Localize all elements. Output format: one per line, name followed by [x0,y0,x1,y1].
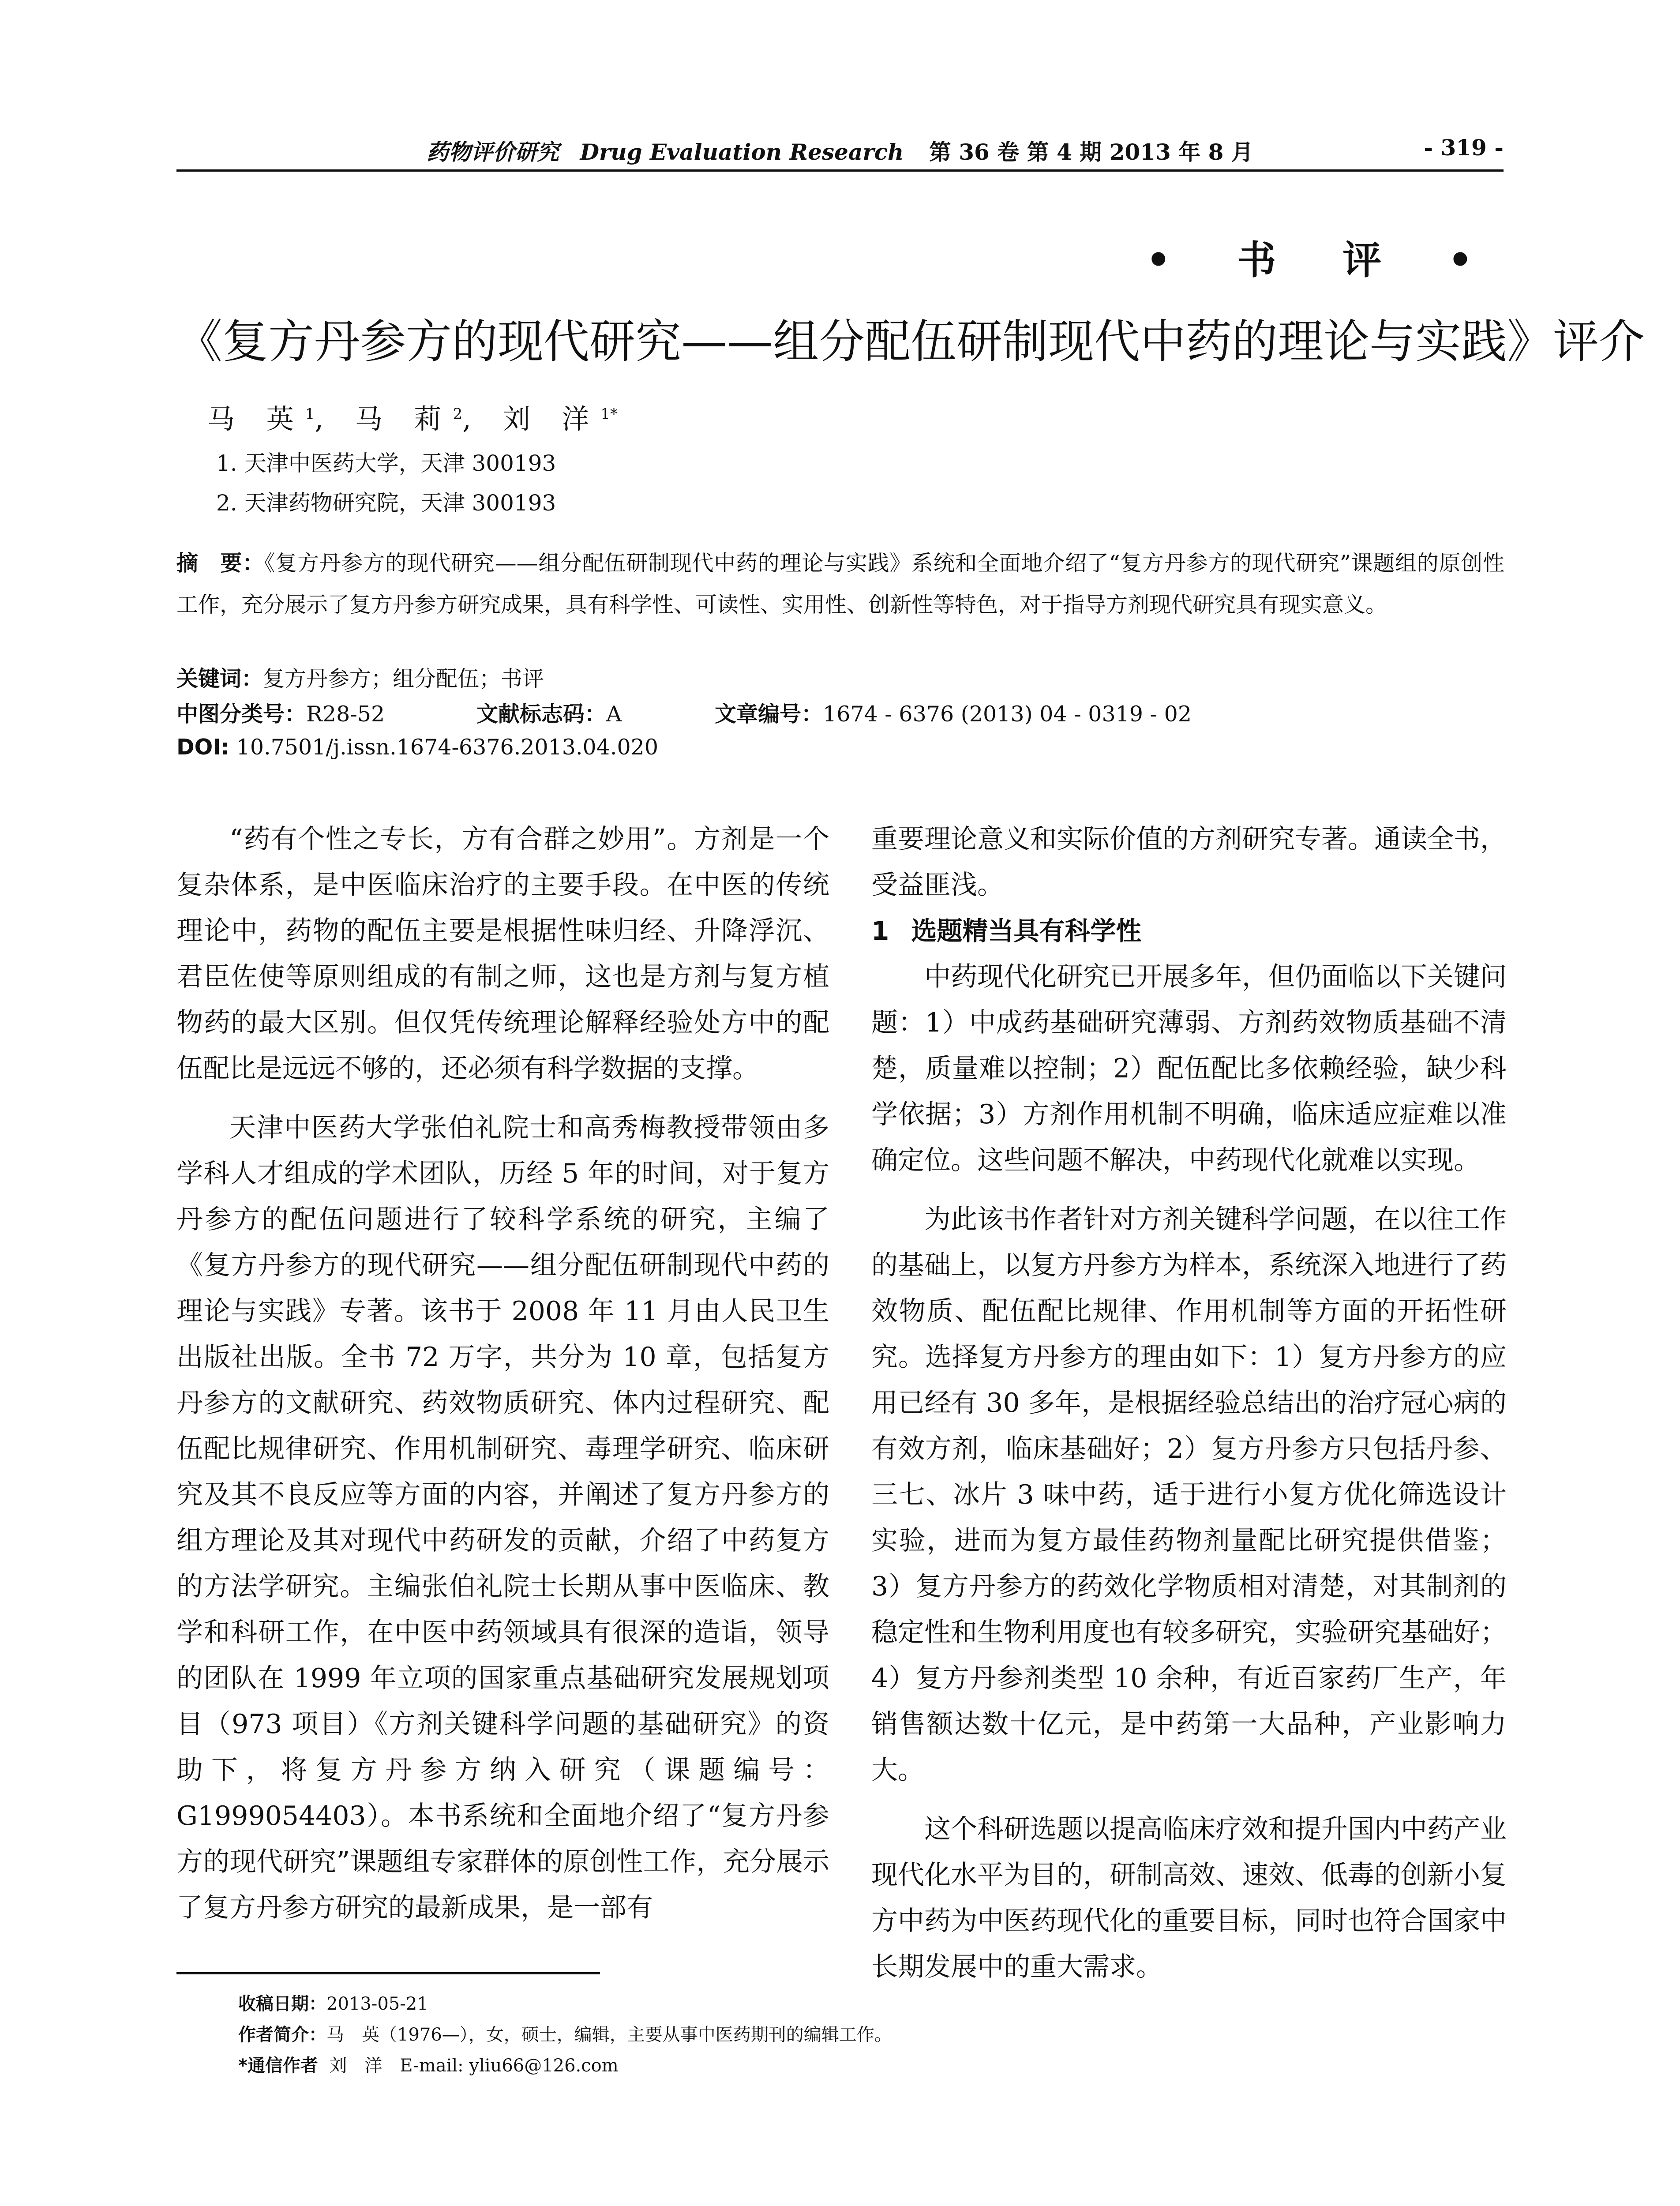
abstract-label: 摘 要： [176,551,264,576]
clc-cell [176,697,476,728]
footnote-rule [176,1972,600,1974]
article-number-cell [715,697,1192,728]
author-name: 刘 洋 [502,403,601,435]
author-affil-mark: 2 [453,405,463,423]
section-number: 1 [871,916,889,946]
page-number: - 319 - [1424,135,1504,161]
footnote-corresponding [238,2052,619,2077]
author-name: 马 莉 [355,403,453,435]
footnote-author-bio [238,2021,892,2046]
section-tag: • 书 评 • [1146,237,1499,283]
received-label: 收稿日期： [238,1994,326,2014]
received-value: 2013-05-21 [326,1994,428,2014]
author-name: 马 英 [207,403,305,435]
article-title: 《复方丹参方的现代研究——组分配伍研制现代中药的理论与实践》评介 [176,315,1645,368]
clc-value: R28-52 [306,702,385,727]
body-paragraph-continuation: 重要理论意义和实际价值的方剂研究专著。通读全书，受益匪浅。 [871,824,1507,900]
author-affil-mark: 1 [305,405,315,423]
author-bio-value: 马 英（1976—），女，硕士，编辑，主要从事中医药期刊的编辑工作。 [326,2025,892,2045]
journal-name-en: Drug Evaluation Research [580,139,904,165]
header-journal-line [176,135,1504,166]
author-separator: , [315,403,335,435]
corresponding-label: *通信作者 [238,2056,318,2076]
doi-label: DOI: [176,735,230,760]
abstract-text: 《复方丹参方的现代研究——组分配伍研制现代中药的理论与实践》系统和全面地介绍了“复方丹参方的现代研究”课题组的原创性工作，充分展示了复方丹参方研究成果，具有科学性、可读性、实用性、创新性等特色，对于指导方剂现代研究具有现实意义。 [176,551,1504,617]
keywords-text: 复方丹参方；组分配伍；书评 [263,666,544,691]
doi-row [176,735,658,760]
section-title: 选题精当具有科学性 [911,916,1142,946]
journal-name-cn: 药物评价研究 [427,139,559,165]
body-paragraph: 天津中医药大学张伯礼院士和高秀梅教授带领由多学科人才组成的学术团队，历经 5 年的时间，对于复方丹参方的配伍问题进行了较科学系统的研究，主编了《复方丹参方的现代研究——组分配伍研制现代中药的理论与实践》专著。该书于 2008 年 11 月由人民卫生出版社出版。全书 72 万字，共分为 10 章，包括复方丹参方的文献研究、药效物质研究、体内过程研究、配伍配比规律研究、作用机制研究、毒理学研究、临床研究及其不良反应等方面的内容，并阐述了复方丹参方的组方理论及其对现代中药研发的贡献，介绍了中药复方的方法学研究。主编张伯礼院士长期从事中医临床、教学和科研工作，在中医中药领域具有很深的造诣，领导的团队在 1999 年立项的国家重点基础研究发展规划项目（973 项目）《方剂关键科学问题的基础研究》的资助下，将复方丹参方纳入研究（课题编号：G1999054403）。本书系统和全面地介绍了“复方丹参方的现代研究”课题组专家群体的原创性工作，充分展示了复方丹参方研究的最新成果，是一部有 [176,1112,829,1923]
body-right-column [871,816,1507,1990]
doi-value: 10.7501/j.issn.1674-6376.2013.04.020 [236,735,658,760]
keywords [176,662,544,693]
classification-row [176,697,1192,728]
footnote-received [238,1990,428,2015]
section-heading [871,908,1507,954]
body-paragraph: 中药现代化研究已开展多年，但仍面临以下关键问题：1）中成药基础研究薄弱、方剂药效物质基础不清楚，质量难以控制；2）配伍配比多依赖经验，缺少科学依据；3）方剂作用机制不明确，临床适应症难以准确定位。这些问题不解决，中药现代化就难以实现。 [871,961,1507,1176]
header-rule [176,169,1504,172]
corresponding-value: 刘 洋 E-mail: yliu66@126.com [329,2056,619,2076]
article-number-label: 文章编号： [715,702,823,727]
keywords-label: 关键词： [176,666,263,691]
doc-code-label: 文献标志码： [476,702,607,727]
article-number-value: 1674 - 6376 (2013) 04 - 0319 - 02 [823,702,1192,727]
body-paragraph: “药有个性之专长，方有合群之妙用”。方剂是一个复杂体系，是中医临床治疗的主要手段。在中医的传统理论中，药物的配伍主要是根据性味归经、升降浮沉、君臣佐使等原则组成的有制之师，这也是方剂与复方植物药的最大区别。但仅凭传统理论解释经验处方中的配伍配比是远远不够的，还必须有科学数据的支撑。 [176,824,829,1084]
affiliation-1: 1. 天津中医药大学，天津 300193 [216,450,556,476]
author-affil-mark: 1* [600,405,618,423]
author-bio-label: 作者简介： [238,2025,326,2045]
author-separator: , [462,403,483,435]
doc-code-cell [476,697,715,728]
body-left-column [176,816,829,1931]
body-paragraph: 这个科研选题以提高临床疗效和提升国内中药产业现代化水平为目的，研制高效、速效、低毒的创新小复方中药为中医药现代化的重要目标，同时也符合国家中长期发展中的重大需求。 [871,1814,1507,1982]
running-header [176,135,1504,165]
body-paragraph: 为此该书作者针对方剂关键科学问题，在以往工作的基础上，以复方丹参方为样本，系统深入地进行了药效物质、配伍配比规律、作用机制等方面的开拓性研究。选择复方丹参方的理由如下：1）复方丹参方的应用已经有 30 多年，是根据经验总结出的治疗冠心病的有效方剂，临床基础好；2）复方丹参方只包括丹参、三七、冰片 3 味中药，适于进行小复方优化筛选设计实验，进而为复方最佳药物剂量配比研究提供借鉴；3）复方丹参方的药效化学物质相对清楚，对其制剂的稳定性和生物利用度也有较多研究，实验研究基础好；4）复方丹参剂类型 10 余种，有近百家药厂生产，年销售额达数十亿元，是中药第一大品种，产业影响力大。 [871,1204,1507,1786]
doc-code-value: A [606,702,622,727]
journal-issue: 第 36 卷 第 4 期 2013 年 8 月 [929,139,1253,165]
abstract [176,543,1504,626]
author-list [207,397,618,436]
affiliation-2: 2. 天津药物研究院，天津 300193 [216,490,556,516]
clc-label: 中图分类号： [176,702,307,727]
